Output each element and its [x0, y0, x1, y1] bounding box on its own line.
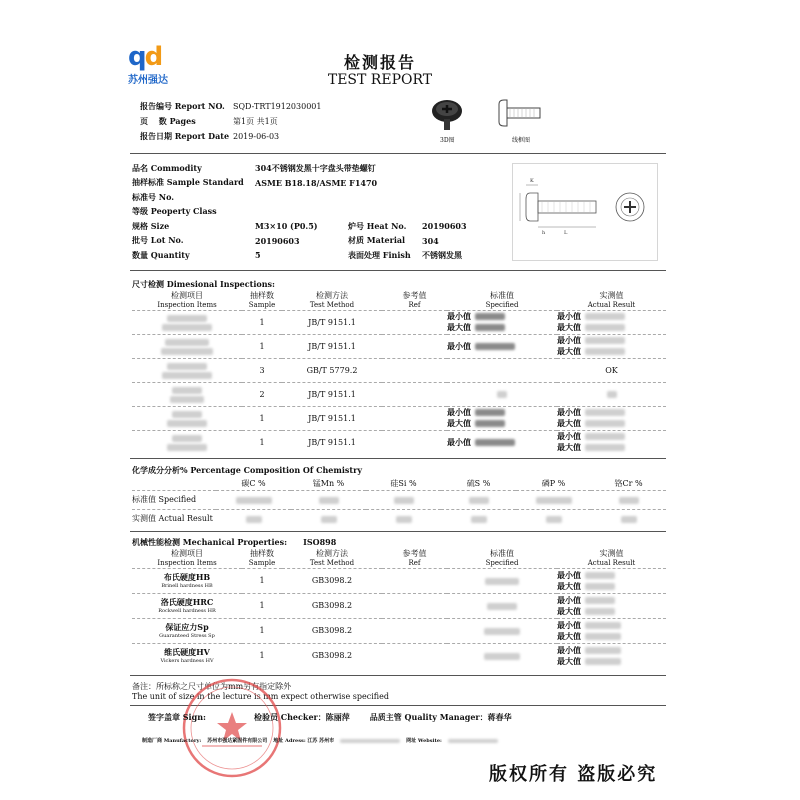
result-ok: OK [557, 358, 666, 382]
col-actual: 实测值 Actual Result [587, 291, 636, 310]
checker: 检验员 Checker：陈丽萍 [253, 712, 350, 722]
copyright-notice: 版权所有 盗版必究 [489, 764, 658, 785]
divider [130, 270, 666, 271]
dimensional-table [132, 290, 666, 454]
divider [130, 458, 666, 459]
dimensional-title: 尺寸检测 Dimesional Inspections: [132, 279, 275, 289]
remarks-en: The unit of size in the lecture is mm expect otherwise specified [132, 692, 389, 701]
table-row: 1 JB/T 9151.1 最小值 最大值 最小值 最大值 [132, 406, 666, 430]
dimension-h: h [542, 230, 546, 236]
mechanical-table: 检测项目 Inspection Items 抽样数 Sample 检测方法 Test Method 参考值 Ref 标准值 Specified 实测值 Actual Result 布氏硬度HB Brinell hardness HB 1 GB3098.2 最小值 最大值 洛氏硬度HRC Rockwell hardness HR 1 GB3098.2 最小值 最大值 保证应力Sp Guaranteed Stress Sp 1 GB3098.2 最小值 最大值 维氏硬度HV Vickers hardness HV 1 GB3098.2 最小值 最大值 [132, 548, 666, 668]
table-row: 洛氏硬度HRC Rockwell hardness HR 1 GB3098.2 最小值 最大值 [132, 593, 666, 618]
technical-drawing [512, 163, 658, 261]
dimension-k: K [530, 178, 534, 184]
screw-wireframe-image [496, 98, 542, 128]
dimension-l: L [564, 230, 568, 236]
table-row: 实测值 Actual Result [132, 509, 666, 528]
company-seal [180, 676, 284, 780]
divider [130, 531, 666, 532]
meta-report-no: 报告编号 Report NO. SQD-TRT1912030001 [140, 101, 322, 111]
caption-wireframe: 线框图 [512, 137, 531, 144]
logo-company-name: 苏州强达 [128, 75, 168, 86]
meta-report-date: 报告日期 Report Date 2019-06-03 [140, 131, 280, 141]
divider [130, 153, 666, 154]
table-row: 2 JB/T 9151.1 [132, 382, 666, 406]
report-title-en: TEST REPORT [327, 72, 433, 88]
mechanical-title: 机械性能检测 Mechanical Properties: ISO898 [132, 537, 337, 547]
table-row: 1 JB/T 9151.1 最小值 最小值 最大值 [132, 430, 666, 454]
remarks-cn: 备注：所标称之尺寸单位为mm另有指定除外 [132, 682, 292, 691]
col-sample: 抽样数 Sample [248, 291, 276, 310]
table-row: 1 JB/T 9151.1 最小值 最小值 最大值 [132, 334, 666, 358]
mechanical-standard: ISO898 [303, 537, 337, 547]
col-method: 检测方法 Test Method [309, 291, 355, 310]
table-row: 1 JB/T 9151.1 最小值 最大值 最小值 最大值 [132, 310, 666, 334]
report-title-cn: 检测报告 [343, 53, 416, 72]
commodity-info: 品名 Commodity 304不锈钢发黑十字盘头带垫螺钉 抽样标准 Sample Standard ASME B18.18/ASME F1470 标准号 No. 等级 Peoperty Class 规格 Size M3×10 (P0.5) 炉号 Heat No. 20190603 批号 Lot No. 20190603 材质 Material 304 数量 Quantity 5 表面处理 Finish 不锈钢发黑 [132, 162, 467, 261]
sign-label: 签字盖章 Sign: [148, 712, 206, 722]
meta-pages: 页 数 Pages 第1页 共1页 [140, 116, 278, 126]
caption-3d: 3D图 [440, 137, 455, 144]
chemistry-title: 化学成分分析% Percentage Composition Of Chemistry [132, 465, 362, 475]
screw-3d-image [430, 97, 464, 131]
quality-manager: 品质主管 Quality Manager：蒋春华 [369, 712, 512, 722]
table-row: 布氏硬度HB Brinell hardness HB 1 GB3098.2 最小值 最大值 [132, 568, 666, 593]
col-items: 检测项目 Inspection Items [157, 291, 217, 310]
chemistry-table: 碳C % 锰Mn % 硅Si % 硫S % 磷P % 铬Cr % 标准值 Specified 实测值 Actual Result [132, 477, 666, 528]
table-row: 3 GB/T 5779.2 OK [132, 358, 666, 382]
footer-info: 制造厂商 Manufactory: 苏州市强达紧固件有限公司 地址 Adress: 江苏 苏州市 网址 Website: [142, 737, 498, 744]
report-meta [140, 99, 440, 144]
company-logo: qd 苏州强达 [128, 44, 172, 82]
col-ref: 参考值 Ref [402, 291, 427, 310]
signatures [148, 712, 512, 723]
col-specified: 标准值 Specified [485, 291, 519, 310]
table-row: 标准值 Specified [132, 490, 666, 509]
table-row: 保证应力Sp Guaranteed Stress Sp 1 GB3098.2 最小值 最大值 [132, 618, 666, 643]
table-row: 维氏硬度HV Vickers hardness HV 1 GB3098.2 最小值 最大值 [132, 643, 666, 668]
